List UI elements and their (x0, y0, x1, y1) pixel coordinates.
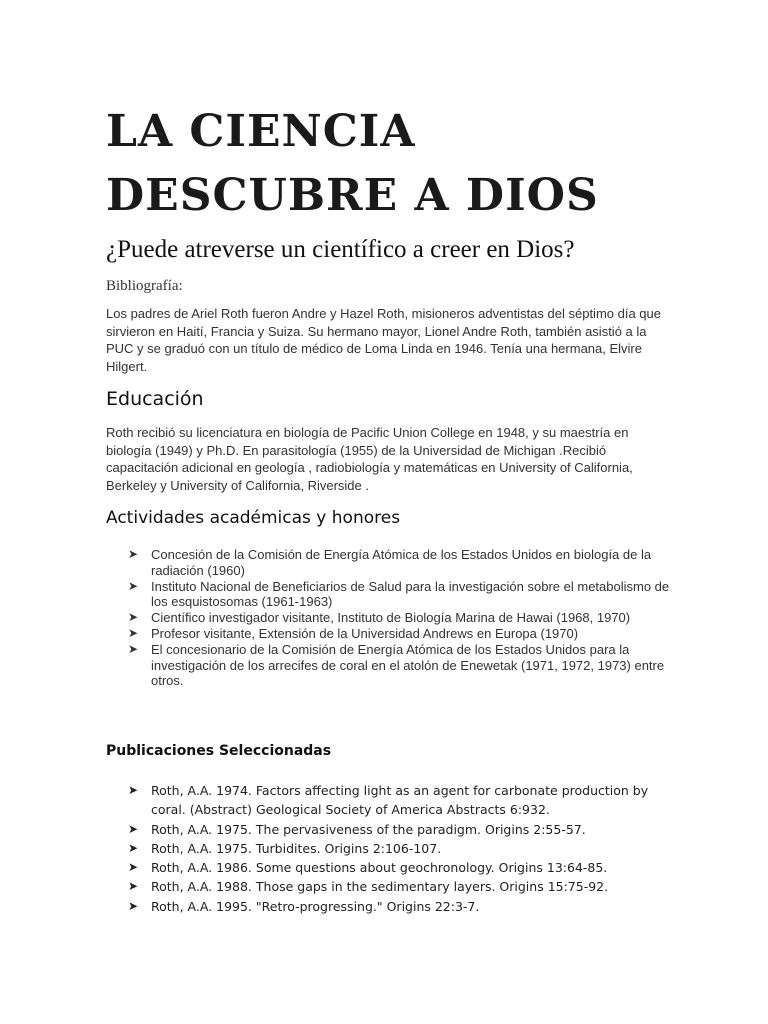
list-item-text: Profesor visitante, Extensión de la Universidad Andrews en Europa (1970) (151, 625, 579, 641)
list-item-text: Roth, A.A. 1975. Turbidites. Origins 2:106-107. (151, 840, 442, 856)
list-item (128, 610, 673, 626)
education-heading: Educación (106, 388, 204, 410)
intro-paragraph: Los padres de Ariel Roth fueron Andre y Hazel Roth, misioneros adventistas del séptimo día que sirvieron en Haití, Francia y Suiza. Su hermano mayor, Lionel Andre Roth, también asistió a la PUC y se graduó con un título de médico de Loma Linda en 1946. Tenía una hermana, Elvire Hilgert. (106, 306, 661, 374)
list-item (128, 877, 673, 896)
list-item-text: El concesionario de la Comisión de Energía Atómica de los Estados Unidos para la investigación de los arrecifes de coral en el atolón de Enewetak (1971, 1972, 1973) entre otros. (151, 641, 665, 689)
list-item-text: Instituto Nacional de Beneficiarios de Salud para la investigación sobre el metabolismo de los esquistosomas (1961-1963) (151, 578, 670, 610)
list-item (128, 858, 673, 877)
publications-heading: Publicaciones Seleccionadas (106, 743, 332, 759)
document-title: LA CIENCIA DESCUBRE A DIOS (106, 106, 599, 221)
list-item (128, 642, 673, 689)
arrow-bullet-icon: ➤ (128, 840, 139, 855)
list-item (128, 839, 673, 858)
arrow-bullet-icon: ➤ (128, 578, 139, 593)
document-subtitle: ¿Puede atreverse un científico a creer en Dios? (106, 236, 575, 263)
arrow-bullet-icon: ➤ (128, 860, 139, 875)
list-item-text: Roth, A.A. 1986. Some questions about geochronology. Origins 13:64-85. (151, 860, 608, 876)
list-item (128, 579, 673, 611)
list-item-text: Roth, A.A. 1995. "Retro-progressing." Origins 22:3-7. (151, 898, 480, 914)
education-paragraph: Roth recibió su licenciatura en biología de Pacific Union College en 1948, y su maestría en biología (1949) y Ph.D. En parasitología (1955) de la Universidad de Michigan .Recibió capacitación adicional en geología , radiobiología y matemáticas en University of California, Berkeley y University of California, Riverside . (106, 425, 633, 493)
arrow-bullet-icon: ➤ (128, 879, 139, 894)
arrow-bullet-icon: ➤ (128, 610, 139, 625)
list-item (128, 547, 673, 579)
arrow-bullet-icon: ➤ (128, 783, 139, 797)
list-item (128, 626, 673, 642)
list-item-text: Roth, A.A. 1974. Factors affecting light as an agent for carbonate production by coral. (Abstract) Geological Society of America Abstracts 6:932. (151, 783, 649, 818)
publications-list (128, 781, 673, 916)
list-item-text: Roth, A.A. 1988. Those gaps in the sedimentary layers. Origins 15:75-92. (151, 879, 609, 895)
arrow-bullet-icon: ➤ (128, 898, 139, 913)
arrow-bullet-icon: ➤ (128, 641, 139, 656)
arrow-bullet-icon: ➤ (128, 547, 139, 561)
bibliography-label: Bibliografía: (106, 278, 183, 294)
list-item-text: Roth, A.A. 1975. The pervasiveness of the paradigm. Origins 2:55-57. (151, 821, 586, 837)
activities-heading: Actividades académicas y honores (106, 508, 401, 528)
arrow-bullet-icon: ➤ (128, 821, 139, 836)
list-item-text: Científico investigador visitante, Instituto de Biología Marina de Hawai (1968, 1970) (151, 610, 631, 626)
list-item (128, 820, 673, 839)
list-item (128, 781, 673, 820)
list-item (128, 897, 673, 916)
arrow-bullet-icon: ➤ (128, 625, 139, 640)
list-item-text: Concesión de la Comisión de Energía Atómica de los Estados Unidos en biología de la radiación (1960) (151, 547, 652, 578)
activities-list (128, 547, 673, 689)
